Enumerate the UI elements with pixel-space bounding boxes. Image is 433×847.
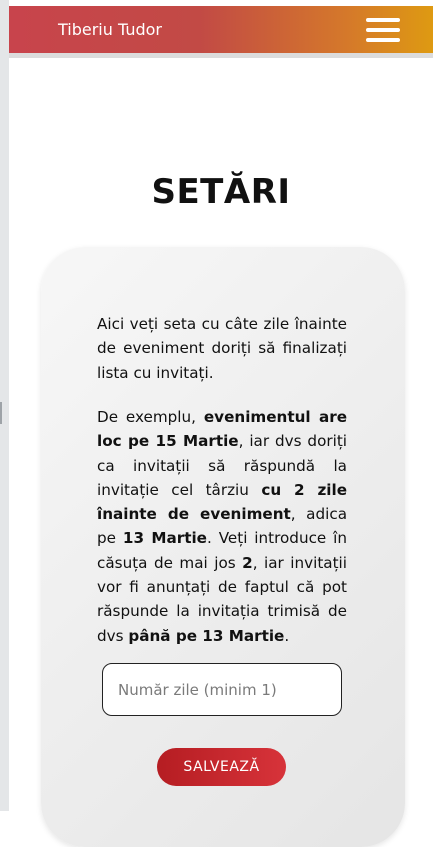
example-text: , iar invitații vor fi anunțați de faptul că pot răspunde la invitația trimisă de dvs: [97, 553, 347, 645]
header-divider: [9, 53, 433, 58]
example-emphasis: cu 2 zile înainte de eveniment: [97, 480, 347, 524]
left-edge-strip: [0, 0, 9, 811]
page-title: SETĂRI: [151, 172, 291, 212]
user-name: Tiberiu Tudor: [58, 20, 162, 39]
example-text: , adica pe: [97, 505, 347, 548]
scroll-handle[interactable]: [0, 402, 2, 424]
example-emphasis: 2: [242, 553, 253, 572]
top-bar: [9, 6, 433, 53]
hamburger-menu-icon[interactable]: [366, 16, 402, 44]
example-emphasis: 13 Martie: [122, 529, 207, 548]
example-text: . Veți introduce în căsuța de mai jos: [97, 529, 347, 572]
intro-paragraph: Aici veți seta cu câte zile înainte de eveniment doriți să finalizați lista cu invitați.: [97, 315, 347, 382]
example-paragraph: [97, 405, 347, 648]
example-emphasis: evenimentul are loc pe 15 Martie: [97, 408, 347, 451]
example-emphasis: până pe 13 Martie: [128, 626, 285, 645]
example-text: , iar dvs doriți ca invitații să răspundă la invitație cel târziu: [97, 432, 347, 499]
example-text: .: [284, 626, 290, 645]
save-button[interactable]: SALVEAZĂ: [157, 748, 286, 786]
days-input[interactable]: [102, 663, 342, 716]
example-text: De exemplu,: [97, 408, 204, 426]
